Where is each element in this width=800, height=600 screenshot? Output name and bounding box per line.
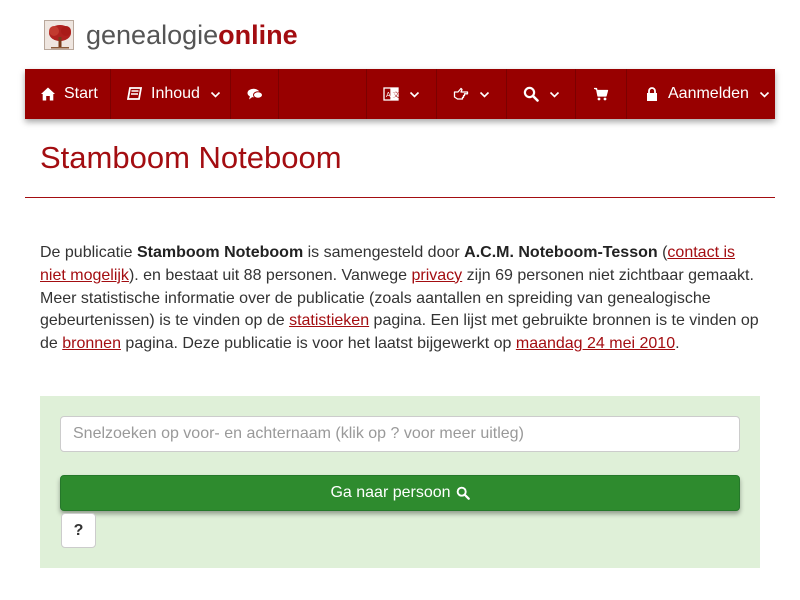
quick-search-input[interactable] [60,416,740,452]
intro-text: pagina. Een lijst met gebruikte bronnen is te vinden op de [40,312,759,353]
comments-icon [247,86,263,102]
brand-name [86,20,298,50]
quick-search-panel [40,396,760,568]
last-updated-link[interactable]: maandag 24 mei 2010 [515,335,676,353]
nav-start-label: Start [64,85,98,102]
nav-cart[interactable] [576,69,627,119]
nav-login-label: Aanmelden [668,85,749,102]
chevron-down-icon [759,89,770,100]
sources-link[interactable]: bronnen [62,335,121,353]
author-name: A.C.M. Noteboom-Tesson [464,244,658,261]
contact-link[interactable]: contact is niet mogelijk [40,244,736,284]
chevron-down-icon [549,89,560,100]
lock-icon [644,86,660,102]
intro-text: ). en bestaat uit 88 personen. Vanwege [128,266,412,284]
nav-login[interactable] [627,69,775,119]
home-icon [40,86,56,102]
nav-forum[interactable] [231,69,279,119]
page-title: Stamboom Noteboom [40,140,342,175]
intro-text: ( [657,244,668,261]
language-icon [383,86,399,102]
main-navbar [25,69,775,119]
privacy-link[interactable]: privacy [411,266,463,284]
chevron-down-icon [479,89,490,100]
svg-text:A: A [386,92,391,99]
chevron-down-icon [210,89,221,100]
svg-text:文: 文 [392,92,399,99]
nav-start[interactable] [25,69,111,119]
statistics-link[interactable]: statistieken [289,312,370,330]
search-help-button[interactable]: ? [61,513,96,548]
intro-text: . [675,335,680,353]
search-icon [456,486,470,500]
go-to-person-button[interactable] [60,475,740,511]
brand-part-1: genealogie [86,20,219,50]
nav-pointer[interactable] [437,69,507,119]
intro-text: is samengesteld door [303,244,465,261]
tree-logo-icon [44,20,74,50]
intro-text: De publicatie [40,244,137,261]
chevron-down-icon [409,89,420,100]
brand-part-2: online [218,20,298,50]
title-divider [25,197,775,198]
search-icon [523,86,539,102]
nav-language[interactable] [367,69,437,119]
nav-inhoud-label: Inhoud [151,85,200,102]
publication-name: Stamboom Noteboom [136,244,304,261]
book-icon [127,86,143,102]
pointing-hand-icon [453,86,469,102]
go-to-person-label: Ga naar persoon [330,484,451,501]
publication-description [40,242,765,356]
site-logo[interactable] [44,18,298,52]
intro-text: pagina. Deze publicatie is voor het laatst bijgewerkt op [120,335,516,353]
nav-inhoud[interactable] [111,69,231,119]
intro-text: zijn 69 personen niet zichtbaar gemaakt. Meer statistische informatie over de publicatie (zoals aantallen en spreiding van genealogische gebeurtenissen) is te vinden op de [40,266,754,330]
nav-search[interactable] [507,69,576,119]
shopping-cart-icon [593,86,609,102]
